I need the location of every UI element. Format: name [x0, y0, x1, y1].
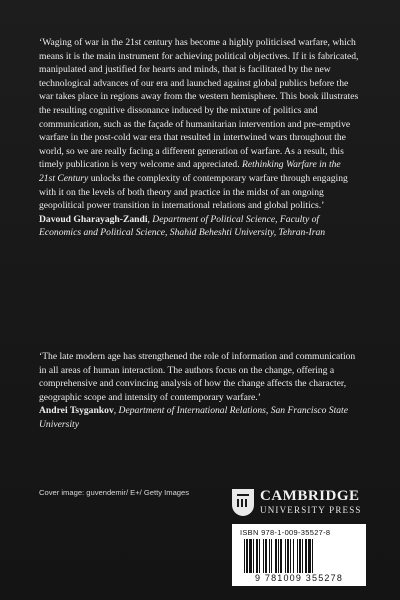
endorser-2-name: Andrei Tsygankov [39, 405, 114, 417]
endorsement-1-attribution [39, 214, 325, 239]
endorsement-1 [39, 36, 359, 240]
publisher-logo [232, 489, 362, 516]
endorsement-1-text-b: unlocks the complexity of contemporary warfare through engaging with it on the levels of both theory and practice in the midst of an ongoing geopolitical power transition in international relations and global politics.’ [39, 172, 348, 212]
isbn-digits: 9 781009 355278 [254, 573, 344, 583]
endorser-1-name: Davoud Gharayagh-Zandi [39, 213, 148, 225]
crest-icon [232, 489, 254, 516]
endorser-2-affiliation: , Department of International Relations, San Francisco State University [39, 405, 348, 430]
book-title-inline: Rethinking Warfare in the 21st Century [39, 159, 341, 184]
isbn-label: ISBN 978-1-009-35527-8 [240, 528, 331, 537]
cover-image-credit: Cover image: guvendemir/ E+/ Getty Images [39, 488, 190, 497]
endorsement-2-attribution [39, 405, 348, 430]
barcode-box [232, 524, 366, 586]
endorsement-2-text: ‘The late modern age has strengthened the role of information and communication in all areas of human interaction. The authors focus on the change, offering a comprehensive and convincing analysis of how the change affects the character, geographic scope and intensity of contemporary warfare.’ [39, 351, 356, 403]
publisher-name: CAMBRIDGE [260, 488, 360, 504]
barcode-icon [244, 539, 354, 573]
endorser-1-affiliation: , Department of Political Science, Faculty of Economics and Political Science, Shahid Beheshti University, Tehran-Iran [39, 213, 326, 239]
endorsement-2 [39, 350, 359, 432]
publisher-subtitle: UNIVERSITY PRESS [260, 505, 362, 515]
endorsement-1-text-a: ‘Waging of war in the 21st century has become a highly politicised warfare, which means it is the main instrument for achieving political objectives. If it is fabricated, manipulated and justified for hearts and minds, that is facilitated by the new technological advances of our era and launched against global publics before the war takes place in regions away from the western hemisphere. This book illustrates the resulting cognitive dissonance induced by the mixture of politics and communication, such as the façade of humanitarian intervention and pre-emptive warfare in the post-cold war era that resulted in intertwined wars throughout the world, so we are really facing a different generation of warfare. As a result, this timely publication is very welcome and appreciated. [39, 37, 359, 171]
